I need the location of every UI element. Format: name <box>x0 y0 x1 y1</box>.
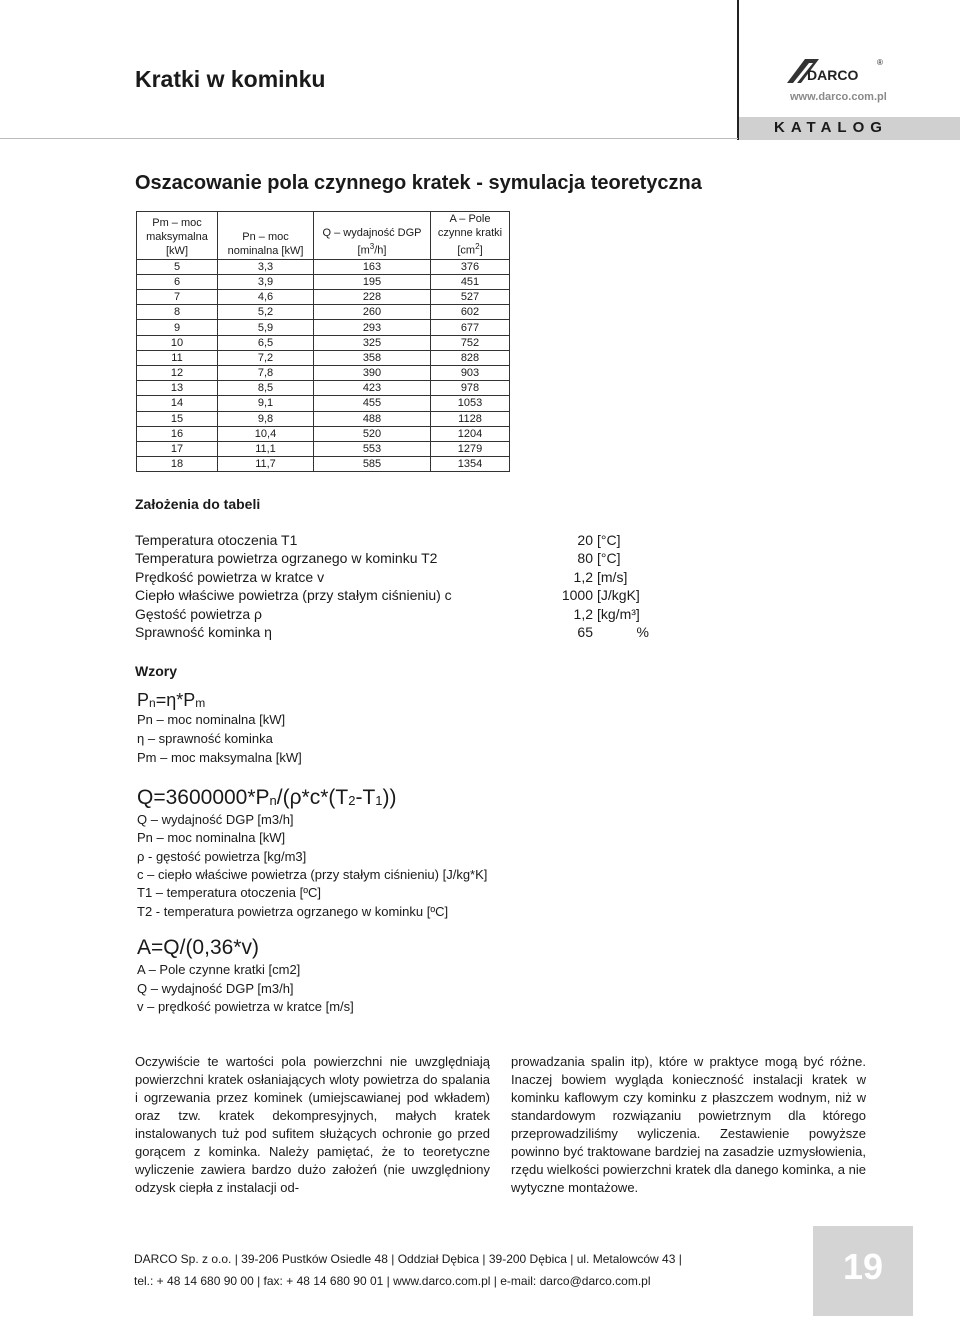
paragraph-left: Oczywiście te wartości pola powierzchni nie uwzględniają powierzchni kratek osłaniających wloty powietrza do spalania i ogrzewania przez kominek (umiejscawianej pod wkładem) oraz tzw. kratek dekompresyjnych, małych kratek instalowanych tuż pod sufitem służących ochronie go przed gorącem z kominka. Należy pamiętać, że to teoretyczne wyliczenie zawiera bardzo dużo założeń (nie uwzględniony odzysk ciepła z instalacji od- <box>135 1054 490 1195</box>
table-row <box>137 365 510 380</box>
table-cell: 9,1 <box>218 396 314 411</box>
table-cell: 978 <box>431 381 510 396</box>
table-cell: 8 <box>137 305 218 320</box>
assumption-unit: [°C] <box>597 550 621 566</box>
table-cell: 260 <box>314 305 431 320</box>
table-cell: 553 <box>314 441 431 456</box>
table-row <box>137 290 510 305</box>
logo-registered-mark: ® <box>877 58 883 67</box>
table-cell: 12 <box>137 365 218 380</box>
table-row <box>137 381 510 396</box>
formula-def: η – sprawność kominka <box>137 731 273 746</box>
table-cell: 376 <box>431 259 510 274</box>
page-header-title: Kratki w kominku <box>135 66 326 92</box>
table-header-row <box>137 212 510 260</box>
table-cell: 5,2 <box>218 305 314 320</box>
table-cell: 10 <box>137 335 218 350</box>
table-cell: 325 <box>314 335 431 350</box>
header-pm: Pm – moc maksymalna [kW] <box>137 212 218 260</box>
assumption-value: 80 <box>577 550 593 566</box>
table-cell: 520 <box>314 426 431 441</box>
catalog-label: KATALOG <box>774 119 888 136</box>
formula-a: A=Q/(0,36*v) <box>137 936 259 959</box>
table-cell: 16 <box>137 426 218 441</box>
formulas-title: Wzory <box>135 663 177 679</box>
table-cell: 15 <box>137 411 218 426</box>
table-cell: 13 <box>137 381 218 396</box>
table-cell: 7,8 <box>218 365 314 380</box>
formula-pn: $P_n=\eta*P_m$ <box>137 690 206 710</box>
assumption-label: Ciepło właściwe powietrza (przy stałym ciśnieniu) c <box>135 587 452 603</box>
table-cell: 828 <box>431 350 510 365</box>
assumption-value: 1000 <box>561 587 593 603</box>
assumption-label: Sprawność kominka η <box>135 624 272 640</box>
assumption-row <box>135 624 650 642</box>
assumption-value: 20 <box>577 532 593 548</box>
table-row <box>137 274 510 289</box>
table-cell: 455 <box>314 396 431 411</box>
assumption-unit: [°C] <box>597 532 621 548</box>
table-cell: 1053 <box>431 396 510 411</box>
table-cell: 390 <box>314 365 431 380</box>
assumption-row <box>135 569 650 587</box>
table-cell: 8,5 <box>218 381 314 396</box>
table-cell: 5,9 <box>218 320 314 335</box>
formula-def: T2 - temperatura powietrza ogrzanego w kominku [ºC] <box>137 904 449 919</box>
table-cell: 9,8 <box>218 411 314 426</box>
assumption-value: 65 <box>577 624 593 640</box>
table-row <box>137 457 510 472</box>
assumption-row <box>135 606 650 624</box>
table-cell: 358 <box>314 350 431 365</box>
table-cell: 423 <box>314 381 431 396</box>
header-a: A – Pole czynne kratki $[cm^2]$ <box>431 212 510 260</box>
table-cell: 1279 <box>431 441 510 456</box>
assumption-row <box>135 587 650 605</box>
formula-def: v – prędkość powietrza w kratce [m/s] <box>137 999 354 1014</box>
table-body <box>137 259 510 472</box>
formula-q: $Q=3600000*P_n/(\rho*c*(T_2-T_1))$ <box>137 786 397 809</box>
assumption-label: Prędkość powietrza w kratce v <box>135 569 325 585</box>
table-cell: 527 <box>431 290 510 305</box>
table-row <box>137 259 510 274</box>
assumption-row <box>135 532 650 550</box>
header-q: Q – wydajność DGP $[m^3/h]$ <box>314 212 431 260</box>
simulation-table <box>136 211 510 472</box>
formula-def: A – Pole czynne kratki [cm2] <box>137 962 301 977</box>
formula-def: Pn – moc nominalna [kW] <box>137 712 286 727</box>
table-cell: 7,2 <box>218 350 314 365</box>
assumption-row <box>135 550 650 568</box>
table-cell: 903 <box>431 365 510 380</box>
table-cell: 3,9 <box>218 274 314 289</box>
logo-brand-text: DARCO <box>807 67 859 83</box>
table-cell: 752 <box>431 335 510 350</box>
formula-def: Q – wydajność DGP [m3/h] <box>137 981 294 996</box>
assumption-unit: % <box>636 624 649 640</box>
assumption-unit: [J/kgK] <box>597 587 640 603</box>
table-row <box>137 320 510 335</box>
table-cell: 10,4 <box>218 426 314 441</box>
assumption-value: 1,2 <box>573 606 593 622</box>
table-cell: 293 <box>314 320 431 335</box>
table-cell: 163 <box>314 259 431 274</box>
assumption-unit: [m/s] <box>597 569 628 585</box>
footer-contact: tel.: + 48 14 680 90 00 | fax: + 48 14 680 90 01 | www.darco.com.pl | e-mail: darco@darco.com.pl <box>134 1274 651 1288</box>
table-cell: 602 <box>431 305 510 320</box>
footer-address: DARCO Sp. z o.o. | 39-206 Pustków Osiedle 48 | Oddział Dębica | 39-200 Dębica | ul. Metalowców 43 | <box>134 1252 682 1266</box>
section-title: Oszacowanie pola czynnego kratek - symulacja teoretyczna <box>135 172 702 194</box>
assumption-value: 1,2 <box>573 569 593 585</box>
table-row <box>137 441 510 456</box>
table-cell: 9 <box>137 320 218 335</box>
assumptions-title: Założenia do tabeli <box>135 496 261 512</box>
table-cell: 195 <box>314 274 431 289</box>
table-cell: 11,7 <box>218 457 314 472</box>
table-row <box>137 305 510 320</box>
table-cell: 677 <box>431 320 510 335</box>
page-number: 19 <box>842 1246 884 1287</box>
table-cell: 11,1 <box>218 441 314 456</box>
formula-def: c – ciepło właściwe powietrza (przy stałym ciśnieniu) [J/kg*K] <box>137 867 488 882</box>
table-cell: 1354 <box>431 457 510 472</box>
table-row <box>137 396 510 411</box>
formula-def: Pm – moc maksymalna [kW] <box>137 750 302 765</box>
assumption-label: Temperatura otoczenia T1 <box>135 532 298 548</box>
table-cell: 6 <box>137 274 218 289</box>
table-cell: 6,5 <box>218 335 314 350</box>
table-cell: 7 <box>137 290 218 305</box>
table-cell: 17 <box>137 441 218 456</box>
table-cell: 228 <box>314 290 431 305</box>
table-cell: 585 <box>314 457 431 472</box>
darco-logo <box>785 55 895 89</box>
table-row <box>137 335 510 350</box>
table-cell: 3,3 <box>218 259 314 274</box>
header-website: www.darco.com.pl <box>790 91 887 103</box>
table-cell: 1128 <box>431 411 510 426</box>
table-cell: 4,6 <box>218 290 314 305</box>
formula-def: Pn – moc nominalna [kW] <box>137 830 286 845</box>
assumption-label: Temperatura powietrza ogrzanego w kominku T2 <box>135 550 438 566</box>
paragraph-right: prowadzania spalin itp), które w praktyce mogą być różne. Inaczej bowiem wygląda konieczność instalacji kratek w kominku kaflowym czy kominku z płaszczem wodnym, niż w standardowym rozwiązaniu powietrznym dla którego przeprowadziliśmy wyliczenia. Zestawienie powyższe powinno być traktowane bardziej na zasadzie uzmysłowienia, rzędu wielkości powierzchni kratek dla danego kominka, a nie wytyczne montażowe. <box>511 1054 866 1195</box>
table-cell: 451 <box>431 274 510 289</box>
table-cell: 488 <box>314 411 431 426</box>
table-row <box>137 411 510 426</box>
formula-def: ρ - gęstość powietrza [kg/m3] <box>137 849 307 864</box>
header-rule <box>0 138 738 139</box>
table-cell: 14 <box>137 396 218 411</box>
table-row <box>137 426 510 441</box>
table-cell: 11 <box>137 350 218 365</box>
table-cell: 18 <box>137 457 218 472</box>
formula-def: Q – wydajność DGP [m3/h] <box>137 812 294 827</box>
assumption-label: Gęstość powietrza ρ <box>135 606 263 622</box>
formula-def: T1 – temperatura otoczenia [ºC] <box>137 885 321 900</box>
table-cell: 1204 <box>431 426 510 441</box>
table-row <box>137 350 510 365</box>
table-cell: 5 <box>137 259 218 274</box>
header-pn: Pn – moc nominalna [kW] <box>218 212 314 260</box>
assumption-unit: [kg/m³] <box>597 606 640 622</box>
